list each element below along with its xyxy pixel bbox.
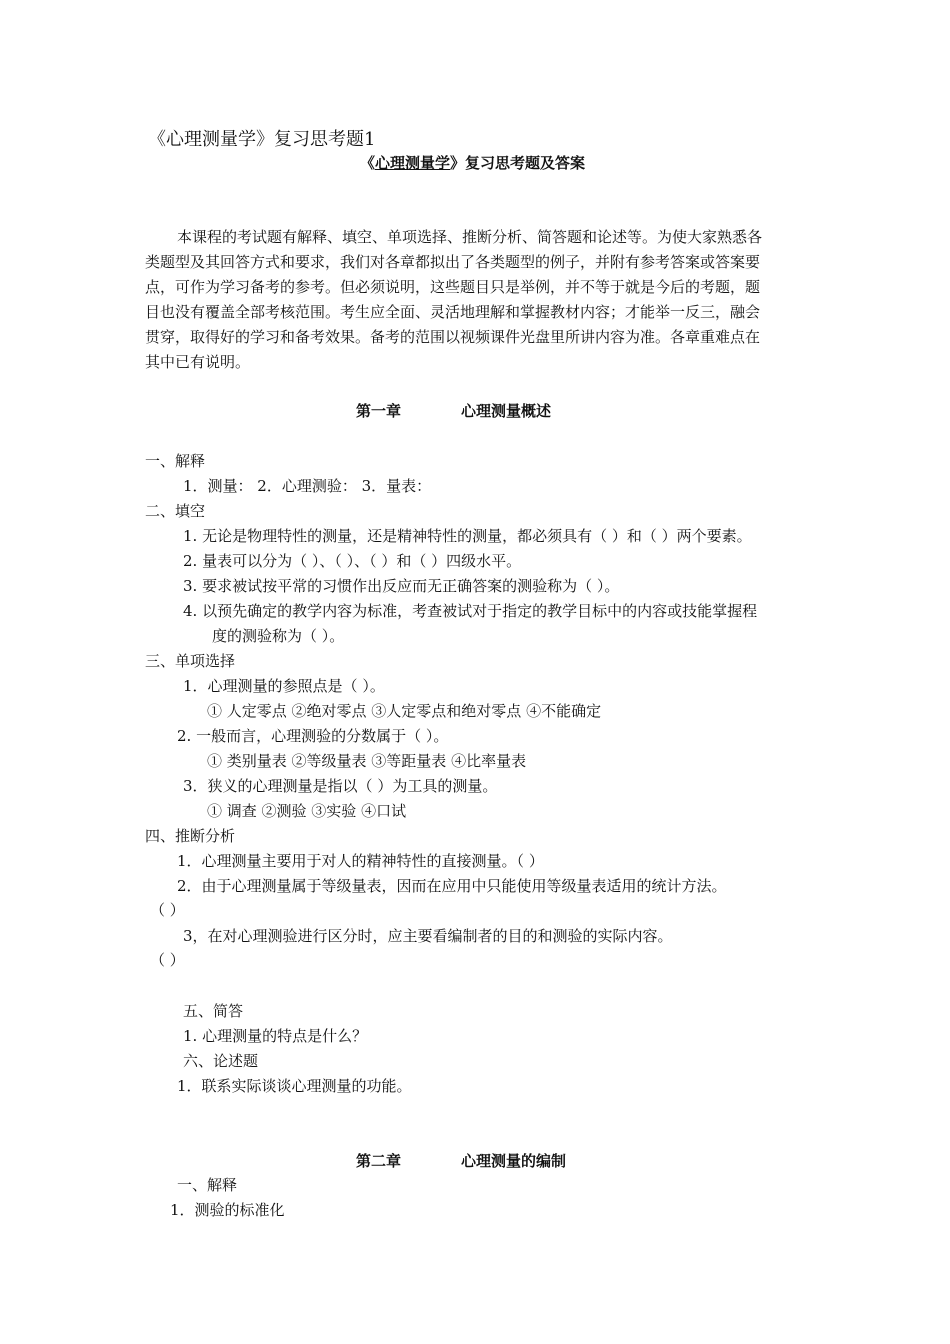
ch1-judge-2: 2．由于心理测量属于等级量表，因而在应用中只能使用等级量表适用的统计方法。 bbox=[177, 877, 727, 895]
page-title: 《心理测量学》复习思考题1 bbox=[148, 129, 376, 150]
ch1-explain-items: 1．测量： 2．心理测验： 3．量表： bbox=[183, 477, 432, 495]
ch1-section-explain: 一、解释 bbox=[145, 452, 206, 470]
chapter-1-number: 第一章 bbox=[356, 402, 402, 420]
chapter-2-heading bbox=[356, 1151, 566, 1171]
subtitle-open: 《 bbox=[360, 154, 376, 172]
intro-line-5: 贯穿，取得好的学习和备考效果。备考的范围以视频课件光盘里所讲内容为准。各章重难点在 bbox=[145, 328, 761, 346]
ch1-short-1: 1. 心理测量的特点是什么？ bbox=[183, 1027, 368, 1045]
ch1-section-choice: 三、单项选择 bbox=[145, 652, 236, 670]
ch1-choice-2: 2. 一般而言，心理测验的分数属于（ ）。 bbox=[177, 727, 449, 745]
ch1-fill-2: 2. 量表可以分为（ ）、（ ）、（ ）和（ ）四级水平。 bbox=[183, 552, 522, 570]
ch1-section-essay: 六、论述题 bbox=[183, 1052, 259, 1070]
ch2-section-explain: 一、解释 bbox=[177, 1176, 238, 1194]
intro-line-1: 本课程的考试题有解释、填空、单项选择、推断分析、简答题和论述等。为使大家熟悉各 bbox=[177, 228, 763, 246]
intro-line-4: 目也没有覆盖全部考核范围。考生应全面、灵活地理解和掌握教材内容；才能举一反三，融会 bbox=[145, 303, 761, 321]
subtitle-underlined: 心理测量学 bbox=[375, 154, 451, 172]
ch1-choice-3: 3．狭义的心理测量是指以（ ）为工具的测量。 bbox=[183, 777, 498, 795]
ch1-fill-4-cont: 度的测验称为（ ）。 bbox=[212, 627, 345, 645]
ch1-section-fill: 二、填空 bbox=[145, 502, 206, 520]
intro-line-2: 类题型及其回答方式和要求，我们对各章都拟出了各类题型的例子，并附有参考答案或答案要 bbox=[145, 253, 761, 271]
chapter-2-number: 第二章 bbox=[356, 1152, 402, 1170]
ch1-choice-1: 1．心理测量的参照点是（ ）。 bbox=[183, 677, 385, 695]
ch1-section-short: 五、简答 bbox=[183, 1002, 244, 1020]
ch2-explain-1: 1．测验的标准化 bbox=[170, 1201, 285, 1219]
ch1-judge-3-blank: （ ） bbox=[150, 951, 185, 969]
ch1-essay-1: 1．联系实际谈谈心理测量的功能。 bbox=[177, 1077, 412, 1095]
ch1-fill-1: 1. 无论是物理特性的测量，还是精神特性的测量，都必须具有（ ）和（ ）两个要素。 bbox=[183, 527, 752, 545]
ch1-choice-1-options: ① 人定零点 ②绝对零点 ③人定零点和绝对零点 ④不能确定 bbox=[207, 702, 602, 720]
chapter-2-name: 心理测量的编制 bbox=[461, 1152, 567, 1170]
chapter-1-heading bbox=[356, 401, 551, 421]
page-subtitle bbox=[360, 153, 585, 173]
ch1-judge-3: 3，在对心理测验进行区分时，应主要看编制者的目的和测验的实际内容。 bbox=[183, 927, 673, 945]
ch1-fill-3: 3. 要求被试按平常的习惯作出反应而无正确答案的测验称为（ ）。 bbox=[183, 577, 620, 595]
ch1-fill-4: 4. 以预先确定的教学内容为标准，考查被试对于指定的教学目标中的内容或技能掌握程 bbox=[183, 602, 758, 620]
subtitle-rest: 》复习思考题及答案 bbox=[450, 154, 586, 172]
ch1-choice-3-options: ① 调查 ②测验 ③实验 ④口试 bbox=[207, 802, 407, 820]
intro-line-6: 其中已有说明。 bbox=[145, 353, 251, 371]
ch1-judge-1: 1．心理测量主要用于对人的精神特性的直接测量。（ ） bbox=[177, 852, 544, 870]
ch1-choice-2-options: ① 类别量表 ②等级量表 ③等距量表 ④比率量表 bbox=[207, 752, 527, 770]
intro-line-3: 点，可作为学习备考的参考。但必须说明，这些题目只是举例，并不等于就是今后的考题，题 bbox=[145, 278, 761, 296]
ch1-section-judge: 四、推断分析 bbox=[145, 827, 236, 845]
chapter-1-name: 心理测量概述 bbox=[461, 402, 552, 420]
ch1-judge-2-blank: （ ） bbox=[150, 901, 185, 919]
